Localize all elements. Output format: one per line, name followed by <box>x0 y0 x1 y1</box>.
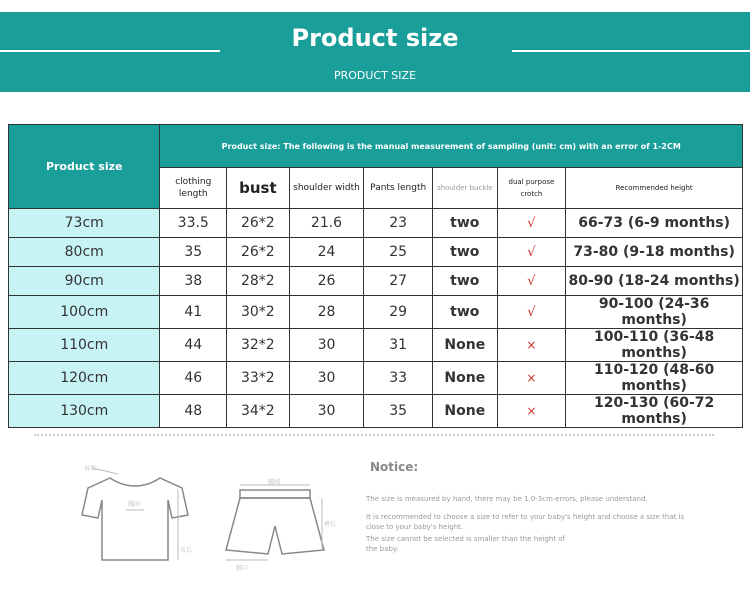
cell-size: 73cm <box>9 209 160 238</box>
cell-dual-purpose-crotch: √ <box>497 296 566 329</box>
cell-pants-length: 35 <box>364 395 433 428</box>
cell-dual-purpose-crotch: √ <box>497 238 566 267</box>
cell-pants-length: 31 <box>364 329 433 362</box>
notice-heading: Notice: <box>370 460 419 474</box>
cell-recommended-height: 73-80 (9-18 months) <box>566 238 743 267</box>
cell-shoulder-width: 30 <box>289 329 364 362</box>
notice-line: The size cannot be selected is smaller than the height of the baby. <box>366 535 566 553</box>
cell-shoulder-buckle: two <box>433 209 498 238</box>
cell-size: 100cm <box>9 296 160 329</box>
cell-shoulder-width: 24 <box>289 238 364 267</box>
cell-size: 110cm <box>9 329 160 362</box>
cell-dual-purpose-crotch: × <box>497 329 566 362</box>
notice-line: The size is measured by hand, there may be 1.0-3cm errors, please understand. <box>366 495 648 503</box>
cell-bust: 34*2 <box>227 395 290 428</box>
table-row <box>9 296 743 329</box>
cell-shoulder-buckle: two <box>433 267 498 296</box>
svg-text:裤长: 裤长 <box>324 521 337 528</box>
cell-dual-purpose-crotch: × <box>497 395 566 428</box>
cell-shoulder-buckle: None <box>433 362 498 395</box>
cell-shoulder-buckle: None <box>433 395 498 428</box>
cell-bust: 30*2 <box>227 296 290 329</box>
cell-shoulder-buckle: two <box>433 238 498 267</box>
table-row <box>9 329 743 362</box>
cell-bust: 28*2 <box>227 267 290 296</box>
cell-clothing-length: 33.5 <box>160 209 227 238</box>
cell-recommended-height: 120-130 (60-72 months) <box>566 395 743 428</box>
svg-text:脚口: 脚口 <box>236 565 249 572</box>
cell-size: 80cm <box>9 238 160 267</box>
cell-pants-length: 25 <box>364 238 433 267</box>
cell-shoulder-buckle: None <box>433 329 498 362</box>
cell-shoulder-buckle: two <box>433 296 498 329</box>
cell-pants-length: 33 <box>364 362 433 395</box>
cell-clothing-length: 44 <box>160 329 227 362</box>
cell-clothing-length: 48 <box>160 395 227 428</box>
cell-dual-purpose-crotch: √ <box>497 209 566 238</box>
col-header-pants-length: Pants length <box>364 168 433 209</box>
size-table <box>8 124 743 428</box>
cell-dual-purpose-crotch: √ <box>497 267 566 296</box>
page-title: Product size <box>291 24 459 52</box>
size-column-header: Product size <box>9 125 160 209</box>
header-banner <box>0 12 750 92</box>
col-header-shoulder-width: shoulder width <box>289 168 364 209</box>
cell-size: 90cm <box>9 267 160 296</box>
table-row <box>9 238 743 267</box>
col-header-shoulder-buckle: shoulder buckle <box>433 168 498 209</box>
col-header-clothing-length: clothing length <box>160 168 227 209</box>
page-subtitle: PRODUCT SIZE <box>333 69 417 82</box>
table-row <box>9 395 743 428</box>
svg-text:腰围: 腰围 <box>268 479 281 486</box>
cell-pants-length: 29 <box>364 296 433 329</box>
cell-recommended-height: 66-73 (6-9 months) <box>566 209 743 238</box>
cell-pants-length: 27 <box>364 267 433 296</box>
cell-recommended-height: 100-110 (36-48 months) <box>566 329 743 362</box>
table-row <box>9 209 743 238</box>
cell-clothing-length: 46 <box>160 362 227 395</box>
notice-line: It is recommended to choose a size to refer to your baby's height and choose a size that is close to your baby's height. <box>366 513 685 531</box>
cell-recommended-height: 90-100 (24-36 months) <box>566 296 743 329</box>
svg-text:胸围: 胸围 <box>128 501 141 508</box>
col-header-bust: bust <box>227 168 290 209</box>
cell-pants-length: 23 <box>364 209 433 238</box>
cell-size: 130cm <box>9 395 160 428</box>
cell-clothing-length: 41 <box>160 296 227 329</box>
cell-clothing-length: 35 <box>160 238 227 267</box>
cell-size: 120cm <box>9 362 160 395</box>
cell-shoulder-width: 30 <box>289 362 364 395</box>
cell-recommended-height: 110-120 (48-60 months) <box>566 362 743 395</box>
cell-dual-purpose-crotch: × <box>497 362 566 395</box>
table-row <box>9 362 743 395</box>
cell-shoulder-width: 26 <box>289 267 364 296</box>
table-row <box>9 267 743 296</box>
cell-bust: 33*2 <box>227 362 290 395</box>
dotted-divider <box>34 434 714 436</box>
cell-shoulder-width: 21.6 <box>289 209 364 238</box>
cell-bust: 26*2 <box>227 209 290 238</box>
col-header-recommended-height: Recommended height <box>566 168 743 209</box>
cell-clothing-length: 38 <box>160 267 227 296</box>
shorts-diagram <box>218 479 337 572</box>
col-header-dual-purpose-crotch: dual purpose crotch <box>497 168 566 209</box>
cell-recommended-height: 80-90 (18-24 months) <box>566 267 743 296</box>
cell-shoulder-width: 30 <box>289 395 364 428</box>
tshirt-diagram <box>78 460 193 572</box>
table-caption: Product size: The following is the manual measurement of sampling (unit: cm) with an error of 1-2CM <box>160 125 743 168</box>
cell-shoulder-width: 28 <box>289 296 364 329</box>
cell-bust: 26*2 <box>227 238 290 267</box>
svg-text:肩宽: 肩宽 <box>84 465 97 472</box>
svg-text:衣长: 衣长 <box>180 547 193 554</box>
cell-bust: 32*2 <box>227 329 290 362</box>
